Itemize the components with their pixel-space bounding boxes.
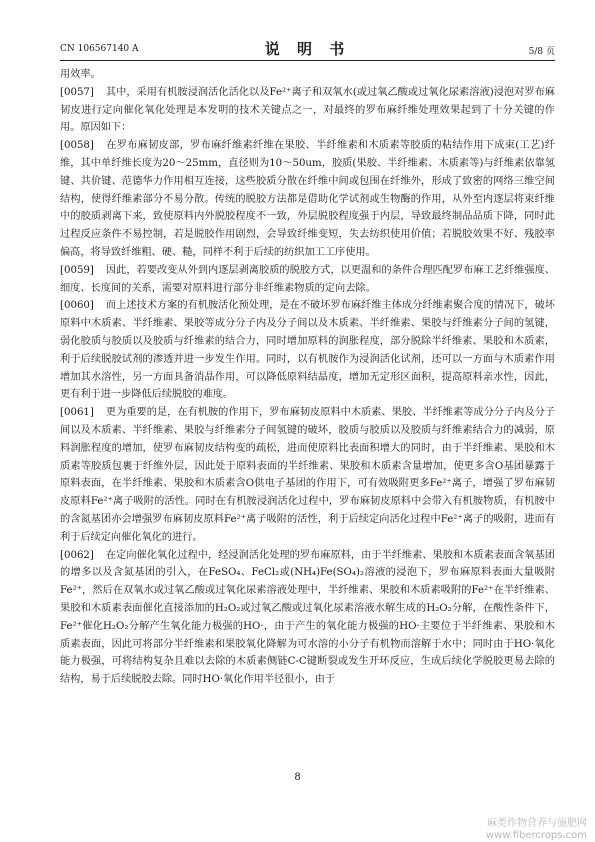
watermark <box>486 818 587 842</box>
paragraph-0057 <box>60 84 555 137</box>
patent-number: CN 106567140 A <box>60 44 139 54</box>
paragraph-0060 <box>60 297 555 404</box>
paragraph-0062 <box>60 547 555 689</box>
paragraph-number: [0059] <box>60 264 94 276</box>
document-body <box>60 66 555 772</box>
paragraph-text: 其中，采用有机胺浸润活化活化以及Fe²⁺离子和双氧水(或过氧乙酸或过氧化尿素溶液)浸泡对罗布麻韧皮进行定向催化氧化处理是本发明的技术关键点之一，对最终的罗布麻纤维处理效果起到了十分关键的作用。原因如下： <box>60 86 555 134</box>
page-number: 8 <box>294 772 301 783</box>
paragraph-text: 而上述技术方案的有机胺活化预处理，是在不破坏罗布麻纤维主体成分纤维素聚合度的情况下，破坏原料中木质素、半纤维素、果胶等成分分子内及分子间以及木质素、半纤维素、果胶与纤维素分子间的氢键，弱化胶质与胶质以及胶质与纤维素的结合力，同时增加原料的润胀程度，部分脱除半纤维素、果胶和木质素，利于后续脱胶试剂的渗透并进一步发生作用。同时，以有机胺作为浸润活化试剂，还可以一方面与木质素作用增加其水溶性，另一方面具备消晶作用，可以降低原料结晶度，增加无定形区面积，提高原料亲水性，因此，更有利于进一步降低后续脱胶的难度。 <box>60 300 555 401</box>
paragraph-number: [0060] <box>60 300 94 312</box>
paragraph-number: [0061] <box>60 407 94 419</box>
paragraph-0061 <box>60 404 555 546</box>
paragraph-text: 用效率。 <box>60 69 101 80</box>
paragraph-number: [0057] <box>60 86 94 98</box>
header-rule <box>60 60 555 61</box>
watermark-name: 麻类作物营养与施肥网 <box>487 818 587 829</box>
paragraph-text: 在定向催化氧化过程中，经浸润活化处理的罗布麻原料，由于半纤维素、果胶和木质素表面含氧基团的增多以及含氮基团的引入，在FeSO₄、FeCl₂或(NH₄)Fe(SO₄)₂溶液的浸泡下，罗布麻原料表面大量吸附Fe²⁺，然后在双氧水或过氧乙酸或过氧化尿素溶液处理中，半纤维素、果胶和木质素吸附的Fe²⁺在半纤维素、果胶和木质素表面催化直接添加的H₂O₂或过氧乙酸或过氧化尿素溶液水解生成的H₂O₂分解，在酸性条件下，Fe²⁺催化H₂O₂分解产生氧化能力极强的HO·，由于产生的氧化能力极强的HO·主要位于半纤维素、果胶和木质素表面，因此可将部分半纤维素和果胶氧化降解为可水溶的小分子有机物而溶解于水中；同时由于HO·氧化能力极强，可将结构复杂且难以去除的木质素侧链C-C键断裂或发生开环反应，生成后续化学脱胶更易去除的结构，易于后续脱胶去除。同时HO·氧化作用半径很小，由于 <box>60 549 555 686</box>
paragraph-text: 因此，若要改变从外到内逐层剥离胶质的脱胶方式，以更温和的条件合理匹配罗布麻工艺纤维强度、细度、长度间的关系，需要对原料进行部分非纤维素物质的定向去除。 <box>60 264 555 294</box>
paragraph-number: [0062] <box>60 549 94 561</box>
paragraph-continuation <box>60 66 555 84</box>
page-indicator: 5/8 页 <box>528 47 555 57</box>
paragraph-0058 <box>60 137 555 262</box>
document-title: 说 明 书 <box>264 40 351 58</box>
paragraph-text: 在罗布麻韧皮部，罗布麻纤维素纤维在果胶、半纤维素和木质素等胶质的粘结作用下成束(工艺)纤维，其中单纤维长度为20～25mm，直径则为10～50um，胶质(果胶、半纤维素、木质素等)与纤维素依靠氢键、共价键、范德华力作用相互连接，这些胶质分散在纤维中间或包围在纤维外，形成了致密的网络三维空间结构，使得纤维素部分不易分散。传统的脱胶方法都是借助化学试剂或生物酶的作用，从外至内逐层将束纤维中的胶质剥离下来，致使原料内外脱胶程度不一致，外层脱胶程度强于内层，导致最终制品品质下降，同时此过程反应条件不易控制，若是脱胶作用剧烈，会导致纤维变短，失去纺织使用价值；若脱胶效果不好、残胶率偏高，将导致纤维粗、硬、糙，同样不利于后续的纺织加工工序使用。 <box>60 140 555 258</box>
watermark-url: www.fibercrops.com <box>485 830 587 841</box>
paragraph-0059 <box>60 262 555 298</box>
paragraph-number: [0058] <box>60 140 94 152</box>
page-header <box>60 38 555 58</box>
paragraph-text: 更为重要的是，在有机胺的作用下，罗布麻韧皮原料中木质素、果胶、半纤维素等成分分子内及分子间以及木质素、半纤维素、果胶与纤维素分子间氢键的破坏，胶质与胶质以及胶质与纤维素结合力的减弱，原料润胀程度的增加，使罗布麻韧皮结构变的疏松，进而使原料比表面积增大的同时，由于半纤维素、果胶和木质素等胶质包裹于纤维外层，因此处于原料表面的半纤维素、果胶和木质素含量增加，使更多含O基团暴露于原料表面，在半纤维素、果胶和木质素含O供电子基团的作用下，可有效吸附更多Fe²⁺离子，增强了罗布麻韧皮原料Fe²⁺离子吸附的活性。同时在有机胺浸润活化过程中，罗布麻韧皮原料中会带入有机胺物质，有机胺中的含氮基团亦会增强罗布麻韧皮原料Fe²⁺离子吸附的活性，利于后续定向活化过程中Fe²⁺离子的吸附，进而有利于后续定向催化氧化的进行。 <box>60 407 555 543</box>
